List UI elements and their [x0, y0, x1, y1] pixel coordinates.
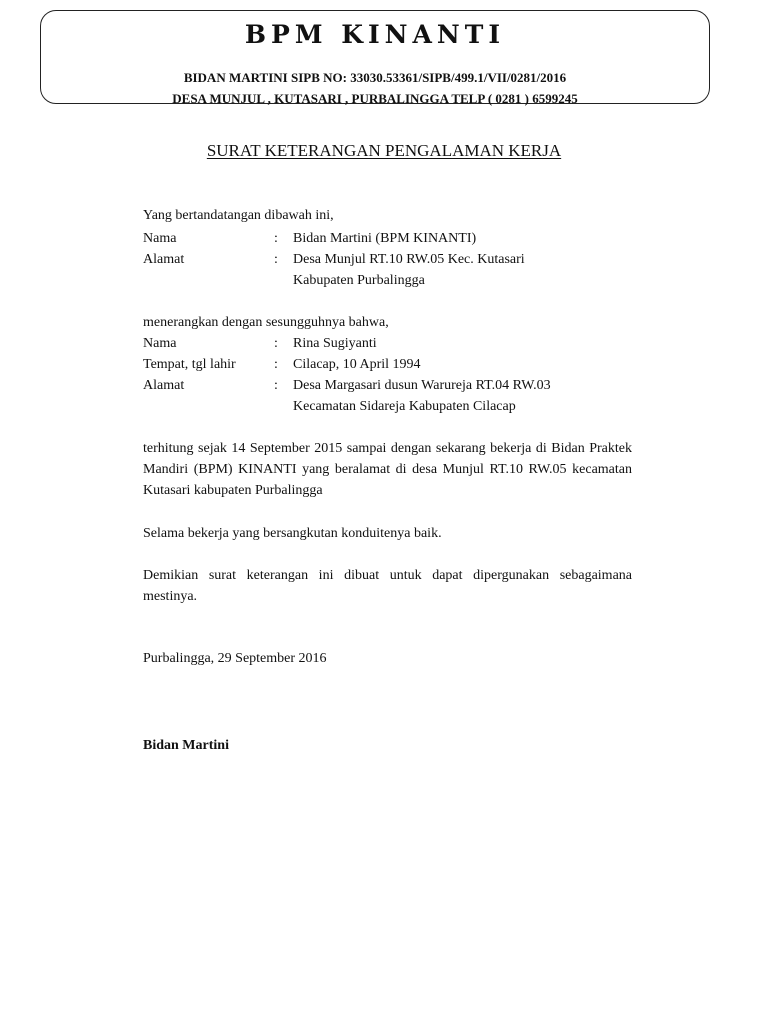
signer-name-label: Nama [143, 231, 177, 246]
organization-name: BPM KINANTI [244, 20, 506, 49]
colon: : [274, 231, 278, 246]
employee-address-line1: Desa Margasari dusun Warureja RT.04 RW.03 [293, 378, 551, 393]
employee-name-label: Nama [143, 336, 177, 351]
letterhead [40, 10, 710, 104]
intro-text: Yang bertandatangan dibawah ini, [143, 208, 334, 223]
colon: : [274, 336, 278, 351]
colon: : [274, 378, 278, 393]
letterhead-license-line: BIDAN MARTINI SIPB NO: 33030.53361/SIPB/499.1/VII/0281/2016 [183, 70, 567, 85]
employment-paragraph: terhitung sejak 14 September 2015 sampai dengan sekarang bekerja di Bidan Praktek Mandiri (BPM) KINANTI yang beralamat di desa Munjul RT.10 RW.05 kecamatan Kutasari kabupaten Purbalingga [143, 441, 632, 498]
employee-address-label: Alamat [143, 378, 185, 393]
conduct-paragraph: Selama bekerja yang bersangkutan konduitenya baik. [143, 526, 442, 541]
employee-name-value: Rina Sugiyanti [293, 336, 377, 351]
statement-text: menerangkan dengan sesungguhnya bahwa, [143, 315, 389, 330]
signer-name-value: Bidan Martini (BPM KINANTI) [293, 231, 477, 246]
colon: : [274, 357, 278, 372]
employee-birth-label: Tempat, tgl lahir [143, 357, 236, 372]
employee-address-line2: Kecamatan Sidareja Kabupaten Cilacap [293, 399, 516, 414]
employee-birth-value: Cilacap, 10 April 1994 [293, 357, 421, 372]
letterhead-address-line: DESA MUNJUL , KUTASARI , PURBALINGGA TELP ( 0281 ) 6599245 [172, 91, 578, 106]
signer-address-line2: Kabupaten Purbalingga [293, 273, 425, 288]
signer-address-label: Alamat [143, 252, 185, 267]
signature-name: Bidan Martini [143, 738, 229, 753]
closing-paragraph: Demikian surat keterangan ini dibuat untuk dapat dipergunakan sebagaimana mestinya. [143, 568, 632, 604]
signer-address-line1: Desa Munjul RT.10 RW.05 Kec. Kutasari [293, 252, 525, 267]
place-date: Purbalingga, 29 September 2016 [143, 651, 327, 666]
document-title: SURAT KETERANGAN PENGALAMAN KERJA [206, 141, 562, 160]
colon: : [274, 252, 278, 267]
